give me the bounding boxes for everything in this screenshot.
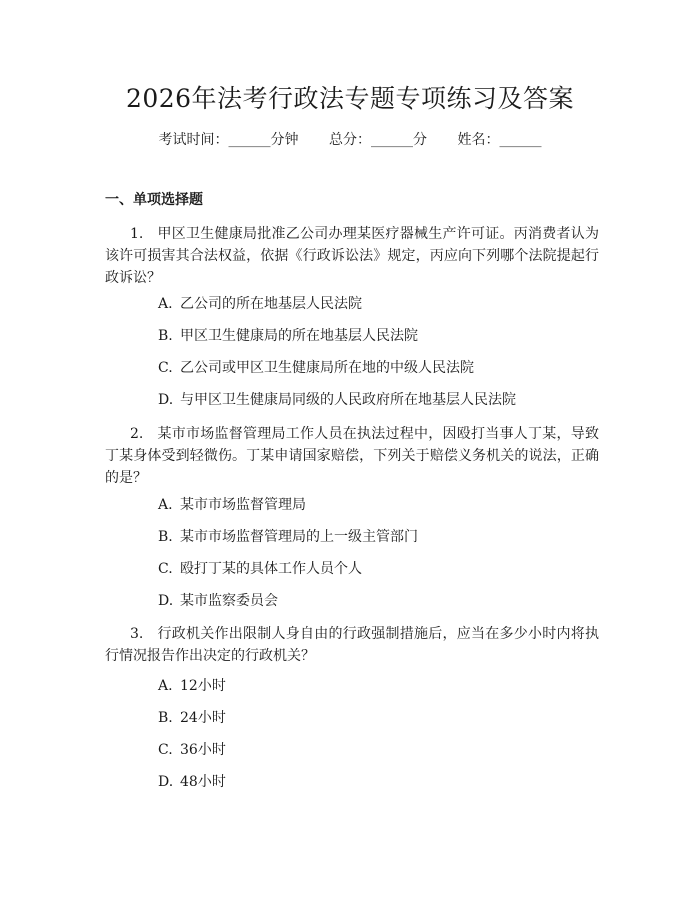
option-text: 某市监察委员会: [180, 593, 278, 609]
exam-meta: [0, 130, 700, 150]
question-number: 1.: [130, 226, 144, 242]
option-item: [158, 740, 226, 760]
option-letter: B.: [158, 328, 173, 344]
option-text: 与甲区卫生健康局同级的人民政府所在地基层人民法院: [180, 392, 516, 408]
option-item: [158, 390, 516, 410]
document-title: 2026年法考行政法专题专项练习及答案: [125, 84, 575, 113]
option-letter: A.: [158, 678, 173, 694]
question-1: [105, 223, 599, 289]
question-2: [105, 423, 599, 489]
option-item: [158, 495, 306, 515]
exam-time-field: 考试时间：______分钟: [158, 132, 299, 148]
question-number: 3.: [130, 626, 144, 642]
option-letter: D.: [158, 774, 174, 790]
option-item: [158, 527, 418, 547]
option-letter: B.: [158, 710, 173, 726]
option-text: 乙公司或甲区卫生健康局所在地的中级人民法院: [180, 360, 474, 376]
option-item: [158, 294, 362, 314]
option-letter: D.: [158, 392, 174, 408]
option-letter: D.: [158, 593, 174, 609]
option-letter: B.: [158, 529, 173, 545]
section-heading: 一、单项选择题: [105, 192, 203, 208]
option-item: [158, 559, 362, 579]
option-letter: C.: [158, 742, 173, 758]
option-item: [158, 708, 226, 728]
question-text: 甲区卫生健康局批准乙公司办理某医疗器械生产许可证。丙消费者认为该许可损害其合法权益，依据《行政诉讼法》规定，丙应向下列哪个法院提起行政诉讼？: [105, 226, 599, 286]
option-text: 某市市场监督管理局的上一级主管部门: [180, 529, 418, 545]
option-text: 甲区卫生健康局的所在地基层人民法院: [180, 328, 418, 344]
option-letter: A.: [158, 497, 173, 513]
option-item: [158, 591, 278, 611]
option-item: [158, 676, 226, 696]
question-text: 某市市场监督管理局工作人员在执法过程中，因殴打当事人丁某，导致丁某身体受到轻微伤。丁某申请国家赔偿，下列关于赔偿义务机关的说法，正确的是？: [105, 426, 599, 486]
option-text: 48小时: [180, 774, 226, 790]
option-text: 24小时: [180, 710, 226, 726]
option-item: [158, 772, 226, 792]
total-score-field: 总分：______分: [329, 132, 427, 148]
option-item: [158, 358, 474, 378]
option-letter: A.: [158, 296, 173, 312]
option-text: 12小时: [180, 678, 226, 694]
question-text: 行政机关作出限制人身自由的行政强制措施后，应当在多少小时内将执行情况报告作出决定的行政机关？: [105, 626, 599, 664]
option-letter: C.: [158, 561, 173, 577]
option-text: 某市市场监督管理局: [180, 497, 306, 513]
question-3: [105, 623, 599, 667]
name-field: 姓名：______: [457, 132, 542, 148]
option-letter: C.: [158, 360, 173, 376]
option-text: 乙公司的所在地基层人民法院: [180, 296, 362, 312]
option-item: [158, 326, 418, 346]
option-text: 殴打丁某的具体工作人员个人: [180, 561, 362, 577]
option-text: 36小时: [180, 742, 226, 758]
question-number: 2.: [130, 426, 144, 442]
